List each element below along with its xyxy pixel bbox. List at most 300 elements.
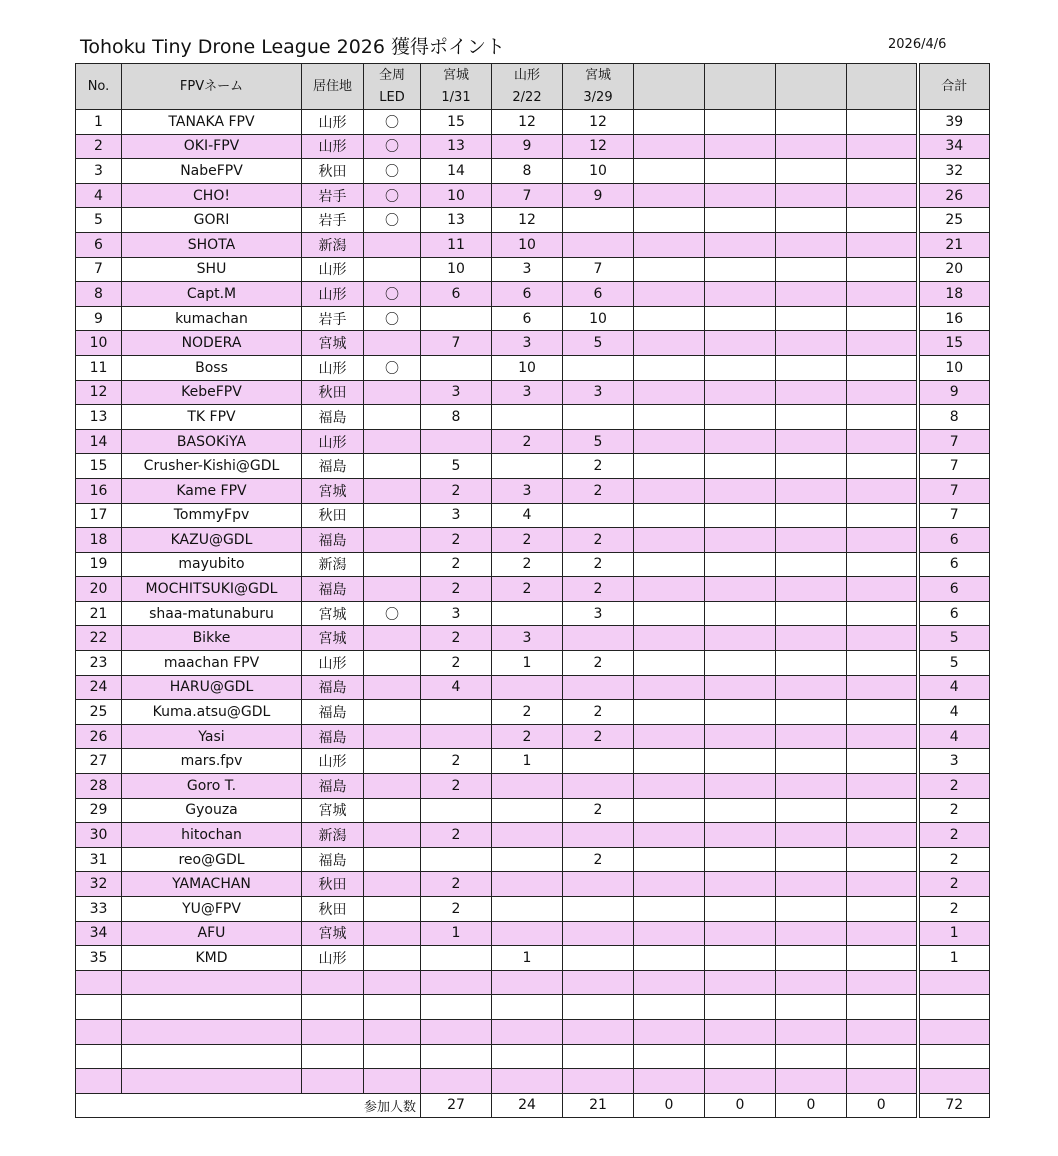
cell-round-2: 6 [492, 282, 563, 307]
cell-led [364, 798, 421, 823]
cell-round-5 [705, 159, 776, 184]
cell-total: 2 [918, 823, 990, 848]
cell-round-6 [776, 380, 847, 405]
cell-round-1 [421, 429, 492, 454]
cell-round-2: 3 [492, 380, 563, 405]
cell-fpv-name: Crusher-Kishi@GDL [122, 454, 302, 479]
cell-residence: 岩手 [302, 183, 364, 208]
cell-round-6 [776, 626, 847, 651]
cell-round-6 [776, 331, 847, 356]
cell-round-1: 6 [421, 282, 492, 307]
cell-led [364, 626, 421, 651]
cell-no: 18 [76, 528, 122, 553]
empty-cell [705, 995, 776, 1020]
cell-fpv-name: NODERA [122, 331, 302, 356]
table-row [76, 626, 990, 651]
cell-round-2 [492, 675, 563, 700]
cell-total: 32 [918, 159, 990, 184]
cell-round-3 [563, 774, 634, 799]
cell-fpv-name: hitochan [122, 823, 302, 848]
header-round-7 [847, 64, 918, 110]
cell-round-3: 2 [563, 552, 634, 577]
cell-round-3: 2 [563, 700, 634, 725]
cell-round-6 [776, 110, 847, 135]
cell-no: 13 [76, 405, 122, 430]
cell-round-5 [705, 872, 776, 897]
cell-round-7 [847, 552, 918, 577]
cell-round-2: 2 [492, 724, 563, 749]
table-row [76, 749, 990, 774]
cell-total: 1 [918, 946, 990, 971]
cell-round-1: 2 [421, 749, 492, 774]
cell-fpv-name: Boss [122, 355, 302, 380]
cell-round-3: 2 [563, 454, 634, 479]
cell-total: 6 [918, 528, 990, 553]
cell-round-2: 3 [492, 257, 563, 282]
cell-led: 〇 [364, 282, 421, 307]
cell-residence: 秋田 [302, 159, 364, 184]
round-2-date: 2/22 [512, 89, 542, 105]
empty-cell [634, 1019, 705, 1044]
cell-round-1: 4 [421, 675, 492, 700]
empty-cell [776, 1044, 847, 1069]
cell-round-1: 2 [421, 478, 492, 503]
cell-no: 4 [76, 183, 122, 208]
cell-residence: 福島 [302, 577, 364, 602]
cell-round-6 [776, 601, 847, 626]
cell-round-1: 13 [421, 134, 492, 159]
header-fpv-name: FPVネーム [122, 64, 302, 110]
cell-total: 20 [918, 257, 990, 282]
cell-total: 2 [918, 897, 990, 922]
empty-cell [76, 1069, 122, 1094]
cell-led [364, 429, 421, 454]
cell-total: 1 [918, 921, 990, 946]
cell-round-6 [776, 577, 847, 602]
cell-round-3: 5 [563, 331, 634, 356]
table-row [76, 134, 990, 159]
cell-led [364, 405, 421, 430]
cell-total: 18 [918, 282, 990, 307]
empty-cell [847, 1044, 918, 1069]
cell-round-1: 2 [421, 872, 492, 897]
cell-no: 8 [76, 282, 122, 307]
empty-cell [421, 970, 492, 995]
cell-round-2: 1 [492, 651, 563, 676]
cell-no: 12 [76, 380, 122, 405]
cell-no: 33 [76, 897, 122, 922]
cell-total: 7 [918, 503, 990, 528]
cell-round-7 [847, 946, 918, 971]
cell-fpv-name: MOCHITSUKI@GDL [122, 577, 302, 602]
empty-cell [421, 1044, 492, 1069]
empty-cell [122, 970, 302, 995]
cell-round-7 [847, 675, 918, 700]
cell-led: 〇 [364, 601, 421, 626]
cell-round-7 [847, 503, 918, 528]
cell-round-4 [634, 183, 705, 208]
empty-row [76, 1069, 990, 1094]
empty-cell [364, 1069, 421, 1094]
cell-round-7 [847, 454, 918, 479]
cell-fpv-name: GORI [122, 208, 302, 233]
cell-round-6 [776, 946, 847, 971]
cell-no: 2 [76, 134, 122, 159]
cell-led [364, 232, 421, 257]
cell-round-3 [563, 355, 634, 380]
cell-round-5 [705, 601, 776, 626]
cell-total: 16 [918, 306, 990, 331]
cell-round-5 [705, 552, 776, 577]
cell-round-5 [705, 110, 776, 135]
cell-total: 3 [918, 749, 990, 774]
cell-round-5 [705, 183, 776, 208]
cell-round-7 [847, 577, 918, 602]
cell-no: 23 [76, 651, 122, 676]
cell-led [364, 823, 421, 848]
cell-round-6 [776, 134, 847, 159]
cell-round-1: 2 [421, 626, 492, 651]
cell-round-4 [634, 503, 705, 528]
cell-round-4 [634, 577, 705, 602]
participants-round-2: 24 [492, 1093, 563, 1117]
cell-round-6 [776, 405, 847, 430]
cell-residence: 山形 [302, 282, 364, 307]
cell-round-3 [563, 897, 634, 922]
cell-fpv-name: CHO! [122, 183, 302, 208]
table-row [76, 577, 990, 602]
cell-led [364, 651, 421, 676]
header-round-3 [563, 64, 634, 110]
cell-round-2: 3 [492, 331, 563, 356]
cell-round-5 [705, 798, 776, 823]
cell-round-2 [492, 774, 563, 799]
cell-round-2: 2 [492, 429, 563, 454]
cell-total: 10 [918, 355, 990, 380]
cell-round-7 [847, 208, 918, 233]
participants-round-7: 0 [847, 1093, 918, 1117]
cell-fpv-name: HARU@GDL [122, 675, 302, 700]
cell-led [364, 552, 421, 577]
cell-total: 21 [918, 232, 990, 257]
cell-round-6 [776, 183, 847, 208]
cell-no: 26 [76, 724, 122, 749]
cell-fpv-name: Capt.M [122, 282, 302, 307]
header-led [364, 64, 421, 110]
cell-residence: 宮城 [302, 921, 364, 946]
cell-no: 11 [76, 355, 122, 380]
cell-fpv-name: reo@GDL [122, 847, 302, 872]
cell-fpv-name: kumachan [122, 306, 302, 331]
cell-round-2: 4 [492, 503, 563, 528]
cell-round-2: 8 [492, 159, 563, 184]
cell-total: 6 [918, 601, 990, 626]
cell-round-3: 9 [563, 183, 634, 208]
cell-total: 4 [918, 724, 990, 749]
empty-cell [492, 1069, 563, 1094]
cell-round-6 [776, 208, 847, 233]
cell-round-4 [634, 601, 705, 626]
cell-round-3 [563, 626, 634, 651]
cell-round-5 [705, 774, 776, 799]
cell-round-1 [421, 306, 492, 331]
cell-fpv-name: SHOTA [122, 232, 302, 257]
cell-round-4 [634, 232, 705, 257]
empty-cell [918, 1019, 990, 1044]
empty-cell [76, 1044, 122, 1069]
cell-residence: 福島 [302, 528, 364, 553]
table-row [76, 847, 990, 872]
cell-total: 2 [918, 847, 990, 872]
cell-round-1: 3 [421, 601, 492, 626]
cell-residence: 新潟 [302, 552, 364, 577]
cell-round-4 [634, 847, 705, 872]
cell-round-2: 2 [492, 528, 563, 553]
table-body [76, 110, 990, 1094]
participants-round-6: 0 [776, 1093, 847, 1117]
cell-round-4 [634, 331, 705, 356]
cell-round-2: 3 [492, 478, 563, 503]
header-round-4 [634, 64, 705, 110]
cell-round-7 [847, 528, 918, 553]
empty-cell [302, 1044, 364, 1069]
cell-round-4 [634, 724, 705, 749]
cell-round-6 [776, 724, 847, 749]
empty-cell [918, 1069, 990, 1094]
cell-round-7 [847, 798, 918, 823]
empty-cell [76, 1019, 122, 1044]
cell-round-5 [705, 429, 776, 454]
cell-led [364, 478, 421, 503]
participants-total: 72 [918, 1093, 990, 1117]
cell-round-2 [492, 454, 563, 479]
cell-round-6 [776, 675, 847, 700]
cell-round-1 [421, 724, 492, 749]
cell-round-2: 1 [492, 946, 563, 971]
cell-total: 25 [918, 208, 990, 233]
table-row [76, 552, 990, 577]
participants-round-1: 27 [421, 1093, 492, 1117]
cell-no: 29 [76, 798, 122, 823]
empty-cell [421, 1069, 492, 1094]
cell-round-6 [776, 355, 847, 380]
cell-round-4 [634, 134, 705, 159]
cell-round-1: 13 [421, 208, 492, 233]
participants-round-3: 21 [563, 1093, 634, 1117]
cell-round-5 [705, 503, 776, 528]
cell-no: 34 [76, 921, 122, 946]
cell-round-1: 8 [421, 405, 492, 430]
cell-round-4 [634, 528, 705, 553]
cell-round-6 [776, 454, 847, 479]
cell-round-7 [847, 110, 918, 135]
cell-no: 31 [76, 847, 122, 872]
cell-round-6 [776, 823, 847, 848]
cell-round-7 [847, 774, 918, 799]
cell-residence: 宮城 [302, 478, 364, 503]
empty-cell [364, 995, 421, 1020]
table-row [76, 232, 990, 257]
cell-round-5 [705, 823, 776, 848]
cell-round-5 [705, 257, 776, 282]
cell-no: 19 [76, 552, 122, 577]
cell-round-5 [705, 478, 776, 503]
cell-round-2: 10 [492, 232, 563, 257]
table-row [76, 675, 990, 700]
cell-round-3: 10 [563, 159, 634, 184]
empty-cell [302, 1019, 364, 1044]
cell-fpv-name: mars.fpv [122, 749, 302, 774]
cell-round-1: 2 [421, 552, 492, 577]
cell-total: 34 [918, 134, 990, 159]
empty-cell [364, 970, 421, 995]
cell-round-6 [776, 651, 847, 676]
cell-fpv-name: SHU [122, 257, 302, 282]
cell-round-6 [776, 897, 847, 922]
cell-led: 〇 [364, 306, 421, 331]
header-led-line2: LED [379, 89, 405, 105]
table-row [76, 306, 990, 331]
cell-fpv-name: YU@FPV [122, 897, 302, 922]
cell-round-5 [705, 577, 776, 602]
cell-no: 7 [76, 257, 122, 282]
cell-total: 15 [918, 331, 990, 356]
cell-led: 〇 [364, 208, 421, 233]
empty-cell [122, 995, 302, 1020]
cell-total: 5 [918, 651, 990, 676]
cell-round-6 [776, 798, 847, 823]
cell-round-4 [634, 159, 705, 184]
cell-round-3: 5 [563, 429, 634, 454]
cell-residence: 秋田 [302, 897, 364, 922]
cell-round-3: 12 [563, 110, 634, 135]
cell-round-3: 2 [563, 577, 634, 602]
cell-total: 7 [918, 454, 990, 479]
cell-fpv-name: KMD [122, 946, 302, 971]
cell-no: 5 [76, 208, 122, 233]
cell-round-1: 11 [421, 232, 492, 257]
cell-led [364, 921, 421, 946]
table-row [76, 355, 990, 380]
cell-round-4 [634, 872, 705, 897]
round-1-date: 1/31 [441, 89, 471, 105]
cell-fpv-name: YAMACHAN [122, 872, 302, 897]
cell-round-3 [563, 946, 634, 971]
cell-round-3 [563, 749, 634, 774]
cell-fpv-name: Yasi [122, 724, 302, 749]
cell-round-6 [776, 257, 847, 282]
cell-fpv-name: TommyFpv [122, 503, 302, 528]
cell-round-2: 10 [492, 355, 563, 380]
cell-round-1 [421, 798, 492, 823]
table-row [76, 946, 990, 971]
empty-cell [364, 1044, 421, 1069]
empty-cell [634, 1069, 705, 1094]
cell-round-5 [705, 946, 776, 971]
cell-round-5 [705, 331, 776, 356]
cell-round-5 [705, 282, 776, 307]
empty-cell [847, 995, 918, 1020]
cell-residence: 宮城 [302, 798, 364, 823]
cell-round-2 [492, 823, 563, 848]
empty-cell [421, 1019, 492, 1044]
cell-led [364, 257, 421, 282]
cell-round-3: 2 [563, 528, 634, 553]
cell-total: 5 [918, 626, 990, 651]
empty-cell [563, 1044, 634, 1069]
cell-round-7 [847, 601, 918, 626]
cell-round-3: 2 [563, 724, 634, 749]
table-row [76, 110, 990, 135]
cell-round-7 [847, 626, 918, 651]
cell-round-1 [421, 847, 492, 872]
cell-led [364, 528, 421, 553]
empty-row [76, 970, 990, 995]
cell-led [364, 774, 421, 799]
cell-no: 25 [76, 700, 122, 725]
cell-round-5 [705, 306, 776, 331]
cell-residence: 岩手 [302, 208, 364, 233]
empty-cell [302, 995, 364, 1020]
empty-cell [847, 1069, 918, 1094]
cell-no: 17 [76, 503, 122, 528]
cell-round-5 [705, 651, 776, 676]
cell-no: 27 [76, 749, 122, 774]
cell-round-4 [634, 798, 705, 823]
cell-round-2: 6 [492, 306, 563, 331]
cell-residence: 山形 [302, 946, 364, 971]
cell-round-7 [847, 306, 918, 331]
cell-led [364, 331, 421, 356]
cell-no: 1 [76, 110, 122, 135]
cell-round-4 [634, 675, 705, 700]
empty-cell [302, 970, 364, 995]
cell-round-4 [634, 110, 705, 135]
cell-round-6 [776, 282, 847, 307]
cell-round-3: 3 [563, 380, 634, 405]
table-row [76, 700, 990, 725]
cell-round-2: 12 [492, 110, 563, 135]
cell-round-2: 2 [492, 577, 563, 602]
cell-round-2 [492, 798, 563, 823]
cell-round-4 [634, 823, 705, 848]
cell-round-7 [847, 823, 918, 848]
empty-cell [122, 1019, 302, 1044]
cell-round-3: 2 [563, 847, 634, 872]
cell-round-4 [634, 208, 705, 233]
cell-round-1: 2 [421, 774, 492, 799]
cell-round-6 [776, 872, 847, 897]
cell-residence: 山形 [302, 355, 364, 380]
cell-round-7 [847, 921, 918, 946]
table-row [76, 897, 990, 922]
cell-round-3: 3 [563, 601, 634, 626]
cell-round-7 [847, 847, 918, 872]
cell-round-1 [421, 355, 492, 380]
cell-round-5 [705, 528, 776, 553]
cell-round-1: 10 [421, 183, 492, 208]
cell-round-6 [776, 306, 847, 331]
empty-cell [492, 970, 563, 995]
cell-residence: 福島 [302, 700, 364, 725]
cell-round-1: 1 [421, 921, 492, 946]
header-round-1 [421, 64, 492, 110]
cell-round-5 [705, 454, 776, 479]
cell-round-6 [776, 774, 847, 799]
cell-round-7 [847, 872, 918, 897]
cell-round-6 [776, 528, 847, 553]
cell-round-5 [705, 208, 776, 233]
